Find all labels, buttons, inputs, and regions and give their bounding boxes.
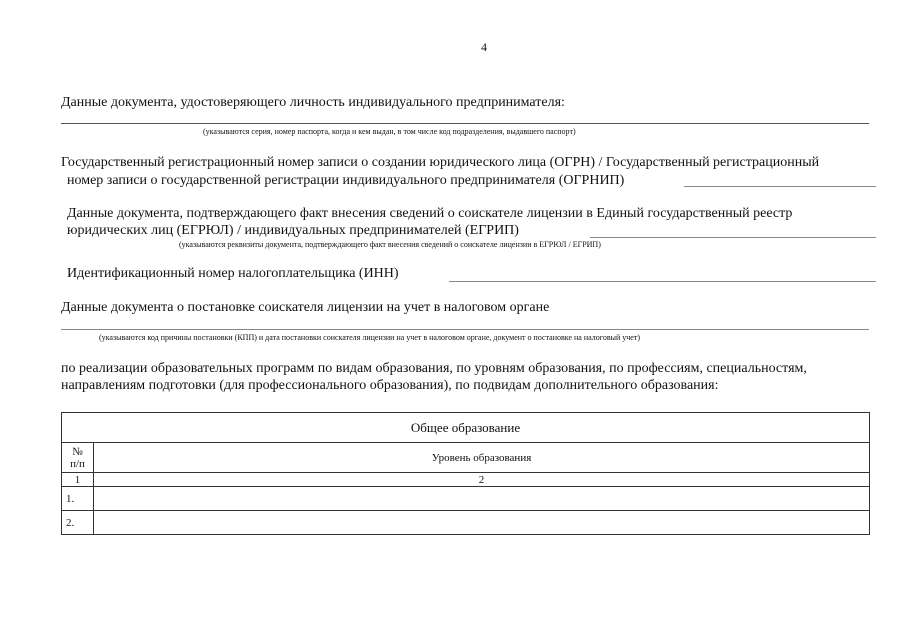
column-level-header: Уровень образования — [94, 443, 870, 473]
ogrn-label-line1: Государственный регистрационный номер записи о создании юридического лица (ОГРН) / Государственный регистрационный — [61, 155, 820, 170]
ogrn-label-line2: номер записи о государственной регистрации индивидуального предпринимателя (ОГРНИП) — [67, 173, 625, 188]
column-number-header — [62, 443, 94, 473]
ip-document-hint: (указываются серия, номер паспорта, когда и кем выдан, в том числе код подразделения, выдавшего паспорт) — [203, 127, 576, 136]
ogrn-field[interactable] — [684, 186, 876, 187]
page-number: 4 — [481, 40, 487, 54]
column-number-header-line2: п/п — [70, 457, 85, 470]
ip-document-label: Данные документа, удостоверяющего личность индивидуального предпринимателя: — [61, 95, 565, 110]
inn-label: Идентификационный номер налогоплательщика (ИНН) — [67, 266, 399, 281]
ip-document-field[interactable] — [61, 123, 869, 124]
programs-text-line1: по реализации образовательных программ по видам образования, по уровням образования, по профессиям, специальностям, — [61, 361, 807, 376]
table-row — [62, 487, 870, 511]
egr-label-line1: Данные документа, подтверждающего факт внесения сведений о соискателе лицензии в Единый государственный реестр — [67, 206, 793, 221]
tax-registration-hint: (указываются код причины постановки (КПП) и дата постановки соискателя лицензии на учет в налоговом органе, документ о постановке на налоговый учет) — [99, 333, 640, 342]
egr-hint: (указываются реквизиты документа, подтверждающего факт внесения сведений о соискателе лицензии в ЕГРЮЛ / ЕГРИП) — [179, 240, 601, 249]
egr-field[interactable] — [590, 237, 876, 238]
tax-registration-label: Данные документа о постановке соискателя лицензии на учет в налоговом органе — [61, 300, 550, 315]
column-number-header-line1: № — [72, 445, 83, 458]
table-title: Общее образование — [62, 413, 870, 443]
column-index-1: 1 — [62, 473, 94, 487]
row-level-cell[interactable] — [94, 487, 870, 511]
tax-registration-field[interactable] — [61, 329, 869, 330]
row-level-cell[interactable] — [94, 511, 870, 535]
table-row — [62, 511, 870, 535]
row-number: 1. — [62, 487, 94, 511]
programs-text-line2: направлениям подготовки (для профессионального образования), по подвидам дополнительного образования: — [61, 378, 719, 393]
egr-label-line2: юридических лиц (ЕГРЮЛ) / индивидуальных предпринимателей (ЕГРИП) — [67, 223, 519, 238]
row-number: 2. — [62, 511, 94, 535]
education-table — [61, 412, 870, 535]
inn-field[interactable] — [449, 281, 876, 282]
column-index-2: 2 — [94, 473, 870, 487]
